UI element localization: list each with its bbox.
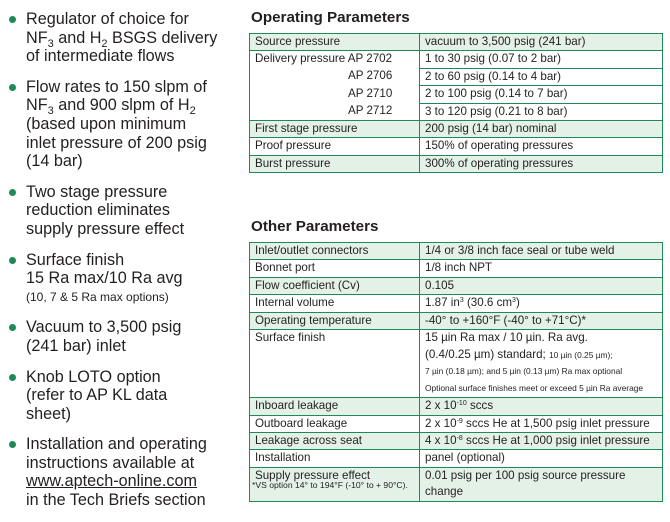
table-row: Outboard leakage 2 x $10^{-9}$ sccs He at 1,500 psig inlet pressure [250,415,663,432]
table-row: Delivery pressure AP 2702 1 to 30 psig (0.07 to 2 bar) [250,51,663,68]
feature-item: Surface finish 15 Ra max/10 Ra avg (10, 7 & 5 Ra max options) [6,251,242,307]
feature-item: Installation and operating instructions available at www.aptech-online.com in the Tech Briefs section [6,435,242,509]
table-row: First stage pressure 200 psig (14 bar) nominal [250,121,663,138]
feature-item: Regulator of choice for $NF_3$ and $H_2$ BSGS delivery of intermediate flows [6,10,242,66]
table-row: Flow coefficient (Cv) 0.105 [250,277,663,294]
website-link[interactable]: www.aptech-online.com [26,472,197,491]
table-row: Source pressure vacuum to 3,500 psig (241 bar) [250,34,663,51]
bullet-icon [9,16,16,23]
feature-item: Flow rates to 150 slpm of $NF_3$ and 900 slpm of $H_2$ (based upon minimum inlet pressure of 200 psig (14 bar) [6,78,242,171]
feature-list [6,10,242,522]
table-row: Leakage across seat 4 x $10^{-8}$ sccs He at 1,000 psig inlet pressure [250,433,663,450]
feature-item: Vacuum to 3,500 psig (241 bar) inlet [6,318,242,355]
temperature-footnote: *VS option 14° to 194°F (-10° to + 90°C). [252,480,408,490]
table-row: Operating temperature -40° to +160°F (-40° to +71°C)* [250,312,663,329]
table-row: Inboard leakage 2 x $10^{-10}$ sccs [250,398,663,415]
operating-parameters-table [249,33,663,173]
bullet-icon [9,374,16,381]
table-row: Surface finish 15 µin Ra max / 10 µin. Ra avg. (0.4/0.25 µm) standard; 10 µin (0.25 µm); 7 µin (0.18 µm); and 5 µin (0.13 µm) Ra max optional Optional surface finishes meet or exceed 5 µin Ra average [250,330,663,398]
operating-parameters-title: Operating Parameters [251,9,410,26]
table-row: AP 2710 2 to 100 psig (0.14 to 7 bar) [250,86,663,103]
bullet-icon [9,441,16,448]
other-parameters-title: Other Parameters [251,218,379,235]
feature-item: Knob LOTO option (refer to AP KL data sheet) [6,368,242,424]
table-row: Bonnet port 1/8 inch NPT [250,260,663,277]
table-row: Burst pressure 300% of operating pressures [250,155,663,172]
table-row: Proof pressure 150% of operating pressures [250,138,663,155]
table-row: Inlet/outlet connectors 1/4 or 3/8 inch face seal or tube weld [250,243,663,260]
table-row: AP 2706 2 to 60 psig (0.14 to 4 bar) [250,68,663,85]
table-row: Internal volume 1.87 $in^3$ (30.6 $cm^3$) [250,295,663,312]
table-row: AP 2712 3 to 120 psig (0.21 to 8 bar) [250,103,663,120]
bullet-icon [9,84,16,91]
bullet-icon [9,189,16,196]
bullet-icon [9,324,16,331]
bullet-icon [9,257,16,264]
other-parameters-table [249,242,663,502]
feature-item: Two stage pressure reduction eliminates supply pressure effect [6,183,242,239]
table-row: Supply pressure effect 0.01 psig per 100 psig source pressure change [250,467,663,501]
table-row: Installation panel (optional) [250,450,663,467]
